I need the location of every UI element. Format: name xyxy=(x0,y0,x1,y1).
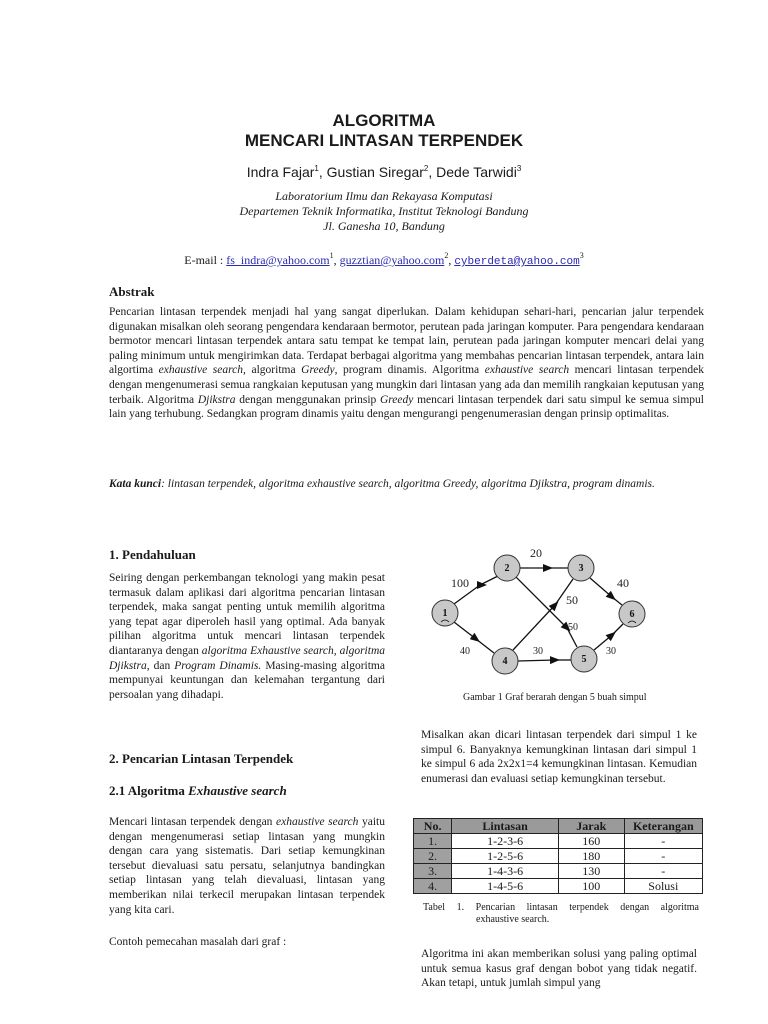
affiliation-address: Jl. Ganesha 10, Bandung xyxy=(323,219,445,233)
table-row: 4. 1-4-5-6 100 Solusi xyxy=(414,879,703,894)
svg-text:5: 5 xyxy=(581,654,587,665)
figure-caption: Gambar 1 Graf berarah dengan 5 buah simpul xyxy=(463,692,647,703)
email-link-1[interactable]: fs_indra@yahoo.com xyxy=(226,253,330,267)
author-name: Indra Fajar xyxy=(246,164,315,180)
weight-4-5: 30 xyxy=(533,646,543,657)
svg-text:4: 4 xyxy=(502,656,508,667)
table-row: 3. 1-4-3-6 130 - xyxy=(414,864,703,879)
table-caption-line2: exhaustive search. xyxy=(476,914,550,925)
abstract-body: Pencarian lintasan terpendek menjadi hal yang sangat diperlukan. Dalam kehidupan sehari-hari, pencarian jalur terpendek digunakan misalkan oleh seorang pengendara kendaraan bermotor, perutean pada jaringan komputer. Para pengendara kendaraan bermotor mencari lintasan terpendek antara satu tempat ke tempat lain, perutean pada jaringan komputer mencari delai yang paling minimum untuk mengirimkan data. Terdapat berbagai algoritma yang membahas pencarian lintasan terpendek, antara lain algortima exhaustive search, algoritma Greedy, program dinamis. Algoritma exhaustive search mencari lintasan terpendek dengan mengenumerasi semua rangkaian keputusan yang mungkin dari lintasan yang ada dan memilih rangkaian keputusan yang terbaik. Algoritma Djikstra dengan menggunakan prinsip Greedy mencari lintasan terpendek dari satu simpul ke semua simpul lain yang terhubung. Sedangkan program dinamis yaitu dengan mengurangi pengenumerasian dengan prinsip optimalitas. xyxy=(109,306,705,421)
email-link-2[interactable]: guzztian@yahoo.com xyxy=(339,253,445,267)
abstract-heading: Abstrak xyxy=(109,284,155,299)
table-header-row xyxy=(414,819,703,834)
edge-1-4 xyxy=(454,622,476,639)
right-para-1: Misalkan akan dicari lintasan terpendek dari simpul 1 ke simpul 6. Banyaknya kemungkinan lintasan dari simpul 1 ke simpul 6 ada 2x2x1=4 kemungkinan lintasan. Kemudian enumerasi dan evaluasi setiap kemungkinan tersebut. xyxy=(421,729,697,785)
table-caption-line1: Tabel 1. Pencarian lintasan terpendek dengan algoritma xyxy=(423,902,699,913)
edge-4-3 xyxy=(513,605,555,650)
keywords-label: Kata kunci xyxy=(109,478,162,490)
svg-text:1: 1 xyxy=(442,608,448,619)
table-row: 2. 1-2-5-6 180 - xyxy=(414,849,703,864)
affiliation-lab: Laboratorium Ilmu dan Rekayasa Komputasi xyxy=(275,189,493,203)
weight-2-5: 50 xyxy=(568,622,578,633)
weight-3-6: 40 xyxy=(617,576,629,590)
author-name: Dede Tarwidi xyxy=(436,164,517,180)
paper-title-line2: MENCARI LINTASAN TERPENDEK xyxy=(244,131,524,150)
col-header-lintasan: Lintasan xyxy=(452,819,559,834)
email-line: E-mail : fs_indra@yahoo.com$^1$, guzztian@yahoo.com$^2$, cyberdeta@yahoo.com$^3$ xyxy=(184,251,584,268)
edge-4-5 xyxy=(518,660,555,661)
section-1-body: Seiring dengan perkembangan teknologi yang makin pesat termasuk dalam aplikasi dari algoritma pencarian lintasan terpendek, maka sangat penting untuk memilih algoritma yang tepat agar diperoleh hasil yang optimal. Ada banyak pilihan algoritma untuk mencari lintasan terpendek diantaranya dengan algoritma Exhaustive search, algoritma Djikstra, dan Program Dinamis. Masing-masing algoritma mempunyai keuntungan dan kelemahan tergantung dari persoalan yang dihadapi. xyxy=(109,572,385,701)
weight-5-6: 30 xyxy=(606,646,616,657)
section-2-1-body: Mencari lintasan terpendek dengan exhaustive search yaitu dengan mengenumerasi setiap lintasan yang mungkin dengan cara yang sistematis. Dari setiap kemungkinan tersebut dievaluasi satu persatu, selanjutnya bandingkan setiap lintasan yang telah dievaluasi, lintasan yang memberikan nilai terkecil merupakan lintasan terpendek yang kita cari. xyxy=(109,816,385,916)
section-1-heading: 1. Pendahuluan xyxy=(109,547,196,562)
table-row: 1. 1-2-3-6 160 - xyxy=(414,834,703,849)
email-link-3[interactable]: cyberdeta@yahoo.com xyxy=(454,256,580,268)
author-list: Indra Fajar$^1$, Gustian Siregar$^2$, Dede Tarwidi$^3$ xyxy=(246,164,522,180)
right-para-2: Algoritma ini akan memberikan solusi yang paling optimal untuk semua kasus graf dengan bobot yang tidak negatif. Akan tetapi, untuk jumlah simpul yang xyxy=(421,948,697,990)
paper-title-line1: ALGORITMA xyxy=(332,111,436,130)
section-2-1-heading: 2.1 Algoritma Exhaustive search xyxy=(109,783,287,798)
example-intro: Contoh pemecahan masalah dari graf : xyxy=(109,936,287,948)
weight-1-2: 100 xyxy=(451,576,469,590)
section-2-heading: 2. Pencarian Lintasan Terpendek xyxy=(109,751,294,766)
affiliation-dept: Departemen Teknik Informatika, Institut Teknologi Bandung xyxy=(239,204,529,218)
svg-text:6: 6 xyxy=(629,609,635,620)
author-name: Gustian Siregar xyxy=(326,164,424,180)
results-table xyxy=(413,818,703,894)
edge-3-6 xyxy=(590,578,612,597)
email-label: E-mail : xyxy=(184,253,224,267)
col-header-keterangan: Keterangan xyxy=(624,819,702,834)
weight-1-4: 40 xyxy=(460,646,470,657)
col-header-no: No. xyxy=(414,819,452,834)
weight-2-3: 20 xyxy=(530,546,542,560)
svg-text:2: 2 xyxy=(504,563,510,574)
weight-4-3: 50 xyxy=(566,593,578,607)
svg-text:3: 3 xyxy=(578,563,584,574)
keywords-text: : lintasan terpendek, algoritma exhaustive search, algoritma Greedy, algoritma Djikstra, program dinamis. xyxy=(161,478,655,490)
col-header-jarak: Jarak xyxy=(558,819,624,834)
